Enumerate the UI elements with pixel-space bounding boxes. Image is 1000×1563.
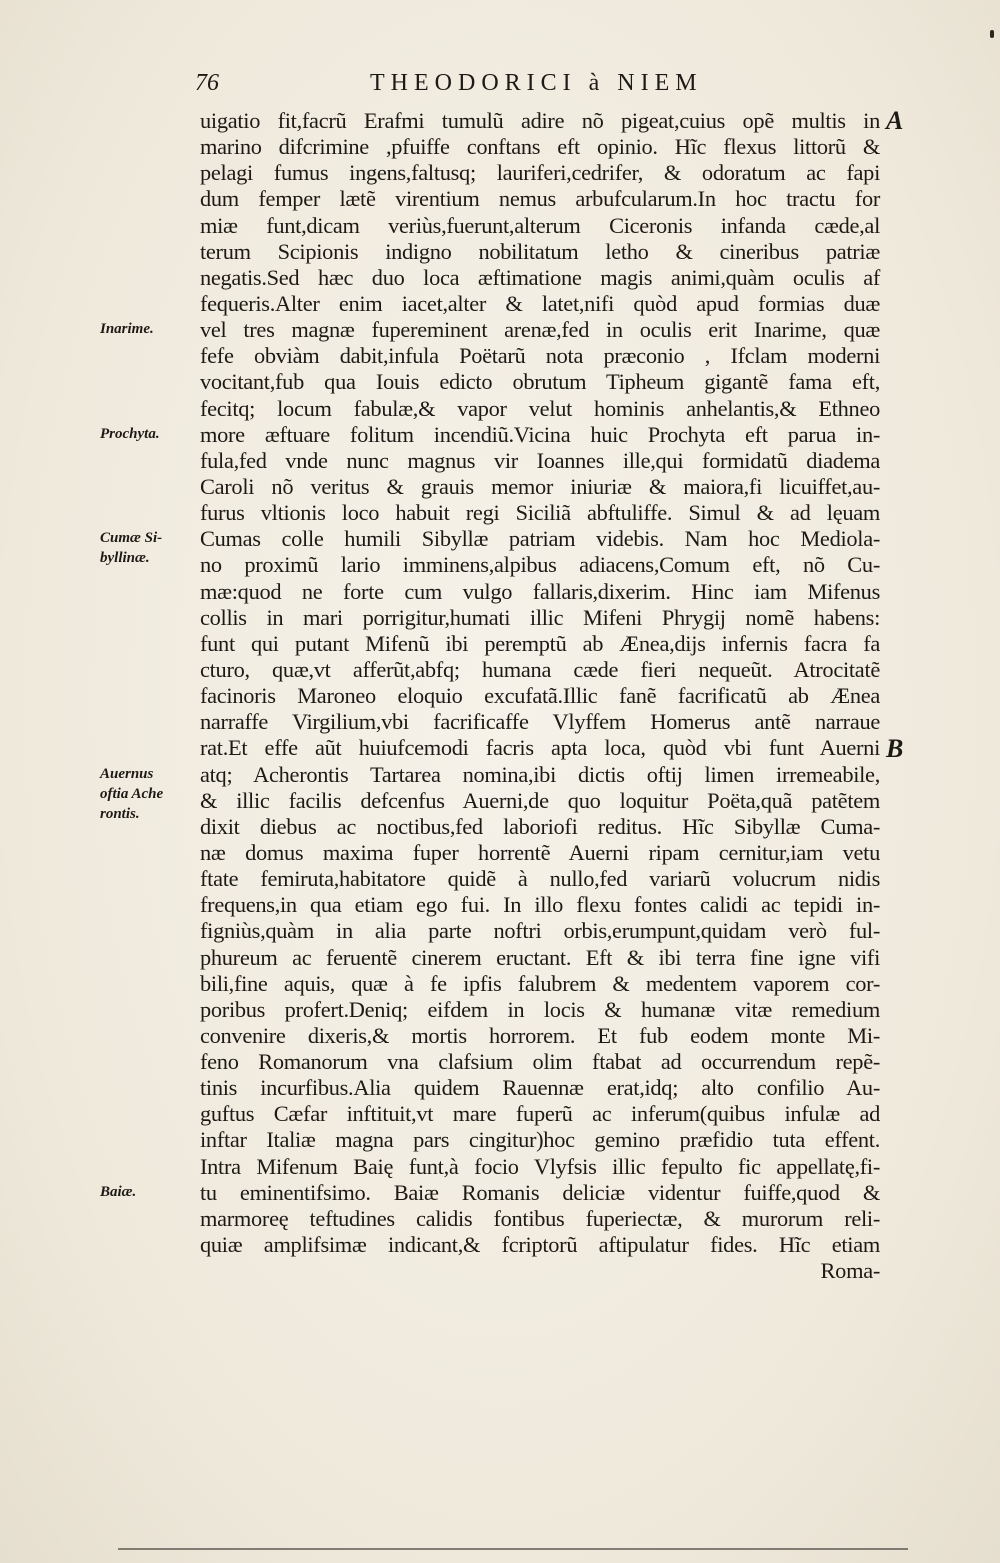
text-line: cturo, quæ,vt afferũt,abfq; humana cæde fieri nequeũt. Atrocitatẽ [200,656,880,682]
text-line: atq; Acherontis Tartarea nomina,ibi dictis oftij limen irremeabile, [200,761,880,787]
ink-speck [990,30,994,38]
text-line: dixit diebus ac noctibus,fed laboriofi reditus. Hĩc Sibyllæ Cuma- [200,813,880,839]
text-line: collis in mari porrigitur,humati illic Mifeni Phrygij nomẽ habens: [200,604,880,630]
text-line: fula,fed vnde nunc magnus vir Ioannes ille,qui formidatũ diadema [200,447,880,473]
text-line: miæ funt,dicam veriùs,fuerunt,alterum Ciceronis infanda cæde,al [200,212,880,238]
text-line: quiæ amplifsimæ indicant,& fcriptorũ aftipulatur fides. Hĩc etiam [200,1232,880,1258]
text-line: marino difcrimine ,pfuiffe conftans eft opinio. Hĩc flexus littorũ & [200,134,880,160]
text-line: narraffe Virgilium,vbi facrificaffe Vlyffem Homerus antẽ narraue [200,709,880,735]
text-line: poribus profert.Deniq; eifdem in locis & humanæ vitæ remedium [200,996,880,1022]
text-line: terum Scipionis indigno nobilitatum letho & cineribus patriæ [200,238,880,264]
text-line: uigatio fit,facrũ Erafmi tumulũ adire nõ pigeat,cuius opẽ multis in [200,108,880,133]
main-text-block [200,108,880,1284]
text-line: frequens,in qua etiam ego fui. In illo flexu fontes calidi ac tepidi in- [200,892,880,918]
text-line: fequeris.Alter enim iacet,alter & latet,nifi quòd apud formias duæ [200,290,880,316]
text-line: convenire dixeris,& mortis horrorem. Et fub eodem monte Mi- [200,1022,880,1048]
text-line: tu eminentifsimo. Baiæ Romanis deliciæ videntur fuiffe,quod & [200,1179,880,1205]
text-line: facinoris Maroneo eloquio excufatã.Illic fanẽ facrificatũ ab Ænea [200,683,880,709]
text-line: Roma- [820,1258,880,1284]
text-line: more æftuare folitum incendiũ.Vicina huic Prochyta eft parua in- [200,421,880,447]
text-line: inftar Italiæ magna pars cingitur)hoc gemino præfidio tuta effent. [200,1127,880,1153]
text-line: negatis.Sed hæc duo loca æftimatione magis animi,quàm oculis af [200,264,880,290]
text-line: mæ:quod ne forte cum vulgo fallaris,dixerim. Hinc iam Mifenus [200,578,880,604]
text-line: ftate femiruta,habitatore quidẽ à nullo,fed variarũ volucrum nidis [200,866,880,892]
marginal-note: Auernus oftia Ache rontis. [100,765,164,822]
text-line: Cumas colle humili Sibyllæ patriam videbis. Nam hoc Mediola- [200,526,880,552]
page-number: 76 [195,70,219,96]
text-line: pelagi fumus ingens,faltusq; lauriferi,cedrifer, & odoratum ac fapi [200,160,880,186]
text-line: funt qui putant Mifenũ ibi peremptũ ab Æneа,dijs infernis facra fa [200,630,880,656]
section-letter: B [886,733,904,763]
text-line: dum femper lætẽ virentium nemus arbufcularum.In hoc tractu for [200,186,880,212]
text-line: næ domus maxima fuper horrentẽ Auerni ripam cernitur,iam vetu [200,839,880,865]
text-line: figniùs,quàm in alia parte noftri orbis,erumpunt,quidam verò ful- [200,918,880,944]
text-line: Intra Mifenum Baię funt,à focio Vlyfsis illic fepulto fic appellatę,fi- [200,1153,880,1179]
text-line: tinis incurfibus.Alia quidem Rauennæ erat,idq; alto confilio Au- [200,1075,880,1101]
text-line: rat.Et effe aũt huiufcemodi facris apta loca, quòd vbi funt Auerni [200,735,880,761]
text-line: furus vltionis loco habuit regi Siciliã abftuliffe. Simul & ad lęuam [200,500,880,526]
text-line: guftus Cæfar inftituit,vt mare fuperũ ac inferum(quibus infulæ ad [200,1101,880,1127]
text-line: no proximũ lario imminens,alpibus adiacens,Comum eft, nõ Cu- [200,552,880,578]
text-line: fefe obviàm dabit,infula Poëtarũ nota præconio , Ifclam moderni [200,343,880,369]
text-line: phureum ac feruentẽ cinerem eructant. Eft & ibi terra fine igne vifi [200,944,880,970]
text-line: vocitant,fub qua Iouis edicto obrutum Tipheum gigantẽ fama eft, [200,369,880,395]
text-line: marmoreę teftudines calidis fontibus fuperiectæ, & murorum reli- [200,1205,880,1231]
section-letter: A [886,106,904,135]
text-line: feno Romanorum vna clafsium olim ftabat ad occurrendum repẽ- [200,1049,880,1075]
text-line: vel tres magnæ fupereminent arenæ,fed in oculis erit Inarime, quæ [200,317,880,343]
marginal-note: Baiæ. [100,1184,137,1201]
marginal-note: Inarime. [100,321,154,338]
bottom-rule [118,1548,908,1550]
text-line: bili,fine aquis, quæ à fe ipfis falubrem & medentem vaporem cor- [200,970,880,996]
marginal-note: Prochyta. [100,425,160,442]
running-head: THEODORICI à NIEM [370,70,703,96]
text-line: fecitq; locum fabulæ,& vapor velut hominis anhelantis,& Ethneo [200,395,880,421]
text-line: & illic facilis defcenfus Auerni,de quo loquitur Poëta,quã patẽtem [200,787,880,813]
text-line: Caroli nõ veritus & grauis memor iniuriæ & maiora,fi licuiffet,au- [200,473,880,499]
marginal-note: Cumæ Si- byllinæ. [100,530,163,567]
